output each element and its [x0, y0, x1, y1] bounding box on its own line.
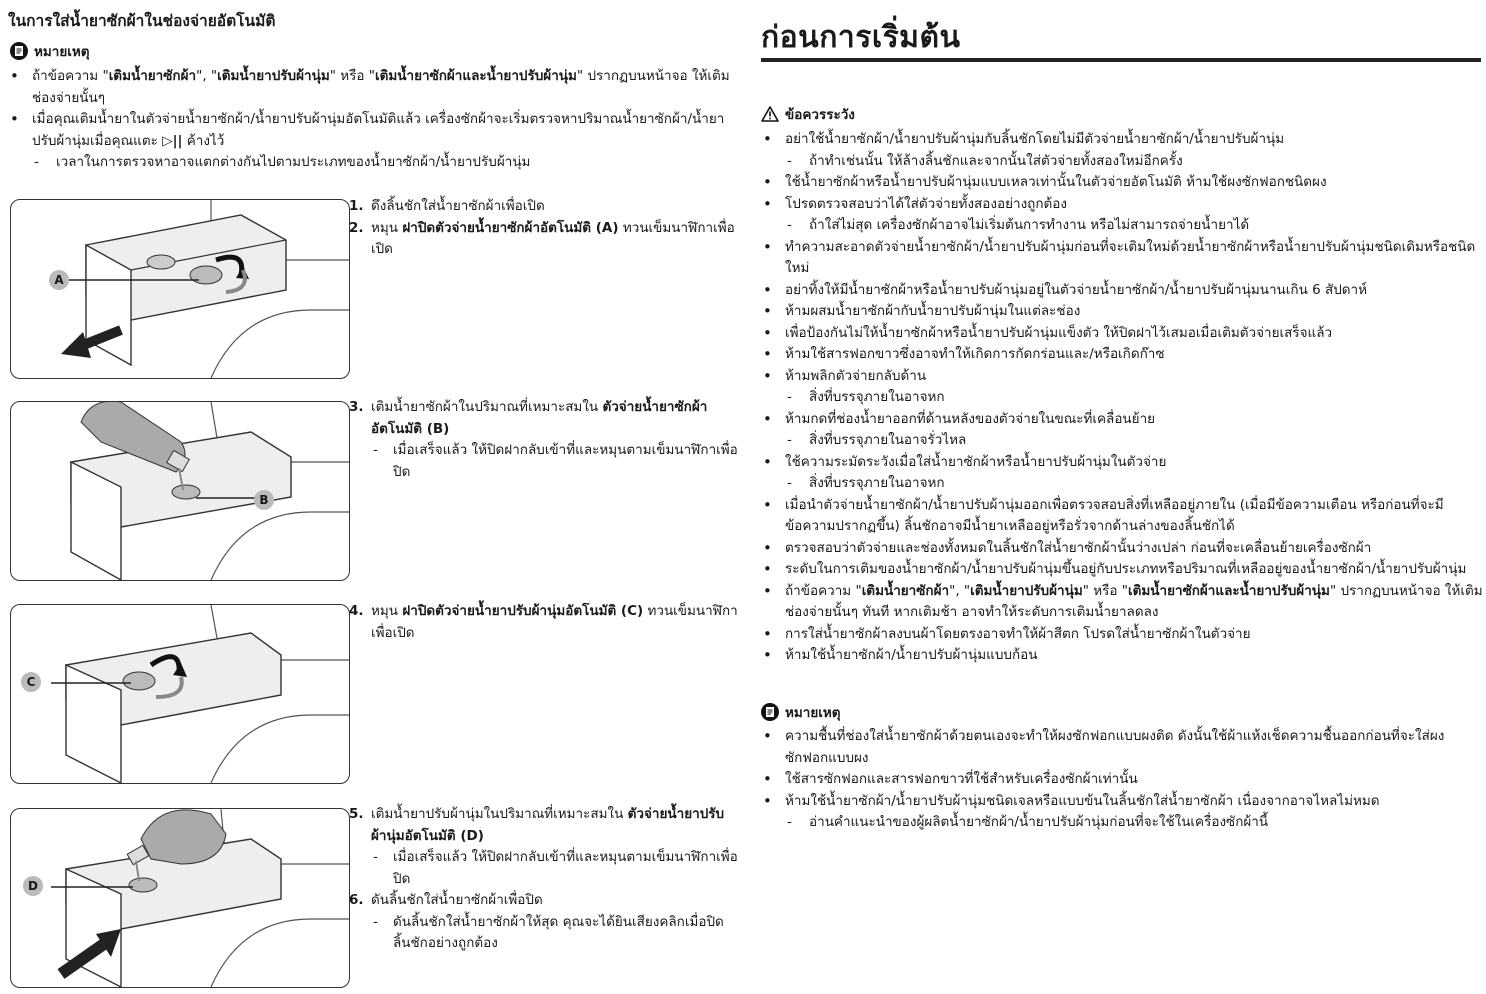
list-item: • ใช้น้ำยาซักผ้าหรือน้ำยาปรับผ้านุ่มแบบเหลวเท่านั้นในตัวจ่ายอัตโนมัติ ห้ามใช้ผงซักฟอกชนิดผง — [761, 172, 1483, 194]
figure-fill-detergent — [10, 401, 350, 581]
sub-item: - สิ่งที่บรรจุภายในอาจหก — [785, 387, 1483, 409]
text: ฝาปิดตัวจ่ายน้ำยาปรับผ้านุ่มอัตโนมัติ (C) — [402, 603, 644, 619]
label-c: C — [21, 672, 41, 692]
title-rule — [761, 58, 1481, 62]
list-item: • การใส่น้ำยาซักผ้าลงบนผ้าโดยตรงอาจทำให้ผ้าสีตก โปรดใส่น้ำยาซักผ้าในตัวจ่าย — [761, 624, 1483, 646]
sub-item: - สิ่งที่บรรจุภายในอาจหก — [785, 473, 1483, 495]
steps-1-2 — [349, 196, 739, 261]
text: เติมน้ำยาซักผ้า — [861, 582, 950, 599]
step-number: 4. — [349, 603, 364, 619]
note-icon — [761, 703, 779, 721]
figure-fill-softener — [10, 808, 350, 988]
step-6 — [349, 890, 739, 955]
note-icon — [10, 42, 28, 60]
section-title: ในการใส่น้ำยาซักผ้าในช่องจ่ายอัตโนมัติ — [8, 12, 276, 30]
sub-item: - ถ้าทำเช่นนั้น ให้ล้างลิ้นชักและจากนั้นใส่ตัวจ่ายทั้งสองใหม่อีกครั้ง — [785, 151, 1483, 173]
list-item: • ระดับในการเติมของน้ำยาซักผ้า/น้ำยาปรับผ้านุ่มขึ้นอยู่กับประเภทหรือปริมาณที่เหลืออยู่ของน้ำยาซักผ้า/น้ำยาปรับผ้านุ่ม — [761, 559, 1483, 581]
list-item: • ห้ามใช้น้ำยาซักผ้า/น้ำยาปรับผ้านุ่มแบบก้อน — [761, 645, 1483, 667]
warning-icon — [761, 106, 779, 122]
label-d: D — [23, 876, 43, 896]
text: หมุน — [371, 219, 403, 236]
list-item — [761, 452, 1483, 495]
list-item — [761, 409, 1483, 452]
caution-list — [761, 129, 1483, 667]
text: เมื่อคุณเติมน้ำยาในตัวจ่ายน้ำยาซักผ้า/น้ำยาปรับผ้านุ่มอัตโนมัติแล้ว เครื่องซักผ้าจะเริ่มตรวจหาปริมาณน้ำยาซักผ้า/น้ำยาปรับผ้านุ่มเมื่อคุณแตะ — [32, 111, 725, 149]
sub-item: - ดันลิ้นชักใส่น้ำยาซักผ้าให้สุด คุณจะได้ยินเสียงคลิกเมื่อปิดลิ้นชักอย่างถูกต้อง — [371, 912, 739, 955]
text: ห้ามพลิกตัวจ่ายกลับด้าน — [785, 367, 927, 384]
text: ทวนเข็มนาฬิกาเพื่อเปิด — [371, 219, 735, 257]
list-item — [761, 129, 1483, 172]
text: " ปรากฏบนหน้าจอ ให้เติมช่องจ่ายนั้นๆ ทันที หากเติมช้า อาจทำให้ระดับการเติมน้ำยาลดลง — [785, 582, 1483, 620]
text: ตัวจ่ายน้ำยาซักผ้าอัตโนมัติ (B) — [371, 399, 708, 437]
text: ใช้ความระมัดระวังเมื่อใส่น้ำยาซักผ้าหรือน้ำยาปรับผ้านุ่มในตัวจ่าย — [785, 453, 1167, 470]
sub-item: - ถ้าใส่ไม่สุด เครื่องซักผ้าอาจไม่เริ่มต้นการทำงาน หรือไม่สามารถจ่ายน้ำยาได้ — [785, 215, 1483, 237]
step-4 — [349, 601, 739, 644]
step-5 — [349, 804, 739, 890]
sub-item: - สิ่งที่บรรจุภายในอาจรั่วไหล — [785, 430, 1483, 452]
label-b: B — [254, 490, 274, 510]
list-item: • ห้ามผสมน้ำยาซักผ้ากับน้ำยาปรับผ้านุ่มในแต่ละช่อง — [761, 301, 1483, 323]
list-item — [761, 581, 1483, 624]
text: ", " — [949, 582, 971, 599]
text: เติมน้ำยาซักผ้าในปริมาณที่เหมาะสมใน — [371, 399, 603, 415]
right-note-list — [761, 726, 1483, 834]
text: เติมน้ำยาปรับผ้านุ่มในปริมาณที่เหมาะสมใน — [371, 806, 628, 822]
label-a: A — [49, 270, 69, 290]
step-number: 2. — [349, 219, 364, 236]
step-1 — [349, 196, 739, 218]
text: ถ้าข้อความ " — [32, 68, 109, 84]
note-label: หมายเหตุ — [34, 44, 90, 60]
sub-item: - เมื่อเสร็จแล้ว ให้ปิดฝากลับเข้าที่และหมุนตามเข็มนาฬิกาเพื่อปิด — [371, 847, 739, 890]
note-label: หมายเหตุ — [785, 705, 841, 721]
step-number: 5. — [349, 806, 364, 822]
text: เติมน้ำยาซักผ้าและน้ำยาปรับผ้านุ่ม — [1127, 582, 1330, 599]
step-number: 1. — [349, 198, 364, 214]
text: ห้ามกดที่ช่องน้ำยาออกที่ด้านหลังของตัวจ่ายในขณะที่เคลื่อนย้าย — [785, 410, 1156, 427]
list-item — [761, 366, 1483, 409]
list-item — [761, 791, 1483, 834]
drawer-illustration-b — [11, 402, 349, 580]
caution-label: ข้อควรระวัง — [785, 107, 855, 123]
text: เติมน้ำยาปรับผ้านุ่ม — [970, 582, 1083, 599]
text: โปรดตรวจสอบว่าได้ใส่ตัวจ่ายทั้งสองอย่างถูกต้อง — [785, 195, 1067, 212]
step-2 — [349, 218, 739, 261]
text: หมุน — [371, 603, 403, 619]
text: ทวนเข็มนาฬิกาเพื่อเปิด — [371, 603, 738, 641]
note-list — [8, 66, 736, 174]
play-pause-icon: ▷|| — [162, 132, 183, 149]
list-item: • ทำความสะอาดตัวจ่ายน้ำยาซักผ้า/น้ำยาปรับผ้านุ่มก่อนที่จะเติมใหม่ด้วยน้ำยาซักผ้าหรือน้ำยาปรับผ้านุ่มชนิดเดิมหรือชนิดใหม่ — [761, 237, 1483, 280]
text: " ปรากฏบนหน้าจอ ให้เติมช่องจ่ายนั้นๆ — [32, 68, 730, 106]
step-text: ดันลิ้นชักใส่น้ำยาซักผ้าเพื่อปิด — [371, 892, 543, 908]
sub-item: - เมื่อเสร็จแล้ว ให้ปิดฝากลับเข้าที่และหมุนตามเข็มนาฬิกาเพื่อปิด — [371, 440, 739, 483]
list-item: • เมื่อนำตัวจ่ายน้ำยาซักผ้า/น้ำยาปรับผ้านุ่มออกเพื่อตรวจสอบสิ่งที่เหลืออยู่ภายใน (เมื่อมีข้อความเตือน หรือก่อนที่จะมีข้อความปรากฏขึ้น) ลิ้นชักอาจมีน้ำยาเหลืออยู่หรือรั่วจากด้านล่างของลิ้นชักได้ — [761, 495, 1483, 538]
step-text: ดึงลิ้นชักใส่น้ำยาซักผ้าเพื่อเปิด — [371, 198, 545, 214]
list-item: • ความชื้นที่ช่องใส่น้ำยาซักผ้าด้วยตนเองจะทำให้ผงซักฟอกแบบผงติด ดังนั้นใช้ผ้าแห้งเช็ดความชื้นออกก่อนที่จะใส่ผงซักฟอกแบบผง — [761, 726, 1483, 769]
page-title: ก่อนการเริ่มต้น — [761, 20, 961, 55]
text: " หรือ " — [1082, 582, 1128, 599]
list-item — [761, 194, 1483, 237]
text: เติมน้ำยาซักผ้าและน้ำยาปรับผ้านุ่ม — [374, 68, 577, 84]
step-4-block — [349, 601, 739, 644]
note-heading — [10, 40, 90, 62]
step-number: 3. — [349, 399, 364, 415]
list-item: • ใช้สารซักฟอกและสารฟอกขาวที่ใช้สำหรับเครื่องซักผ้าเท่านั้น — [761, 769, 1483, 791]
text: เติมน้ำยาซักผ้า — [108, 68, 197, 84]
sub-item: - เวลาในการตรวจหาอาจแตกต่างกันไปตามประเภทของน้ำยาซักผ้า/น้ำยาปรับผ้านุ่ม — [32, 152, 736, 174]
text: ฝาปิดตัวจ่ายน้ำยาซักผ้าอัตโนมัติ (A) — [402, 219, 619, 236]
figure-drawer-open — [10, 199, 350, 379]
text: อย่าใช้น้ำยาซักผ้า/น้ำยาปรับผ้านุ่มกับลิ้นชักโดยไม่มีตัวจ่ายน้ำยาซักผ้า/น้ำยาปรับผ้านุ่ม — [785, 131, 1285, 147]
text: ตัวจ่ายน้ำยาปรับผ้านุ่มอัตโนมัติ (D) — [371, 806, 725, 844]
list-item: • อย่าทิ้งให้มีน้ำยาซักผ้าหรือน้ำยาปรับผ้านุ่มอยู่ในตัวจ่ายน้ำยาซักผ้า/น้ำยาปรับผ้านุ่มนานเกิน 6 สัปดาห์ — [761, 280, 1483, 302]
figure-softener-cap — [10, 604, 350, 784]
drawer-illustration-d — [11, 809, 349, 987]
text: เติมน้ำยาปรับผ้านุ่ม — [217, 68, 330, 84]
sub-item: - อ่านคำแนะนำของผู้ผลิตน้ำยาซักผ้า/น้ำยาปรับผ้านุ่มก่อนที่จะใช้ในเครื่องซักผ้านี้ — [785, 812, 1483, 834]
text: ", " — [196, 68, 218, 84]
text: ค้างไว้ — [182, 132, 225, 149]
list-item: • ห้ามใช้สารฟอกขาวซึ่งอาจทำให้เกิดการกัดกร่อนและ/หรือเกิดก๊าซ — [761, 344, 1483, 366]
text: ห้ามใช้น้ำยาซักผ้า/น้ำยาปรับผ้านุ่มชนิดเจลหรือแบบข้นในลิ้นชักใส่น้ำยาซักผ้า เนื่องจากอาจไหลไม่หมด — [785, 792, 1380, 809]
step-3 — [349, 397, 739, 483]
caution-heading — [761, 103, 855, 125]
text: " หรือ " — [329, 68, 375, 84]
list-item: • เพื่อป้องกันไม่ให้น้ำยาซักผ้าหรือน้ำยาปรับผ้านุ่มแข็งตัว ให้ปิดฝาไว้เสมอเมื่อเติมตัวจ่ายเสร็จแล้ว — [761, 323, 1483, 345]
drawer-illustration-c — [11, 605, 349, 783]
text: ถ้าข้อความ " — [785, 582, 862, 599]
list-item — [8, 66, 736, 109]
list-item: • ตรวจสอบว่าตัวจ่ายและช่องทั้งหมดในลิ้นชักใส่น้ำยาซักผ้านั้นว่างเปล่า ก่อนที่จะเคลื่อนย้ายเครื่องซักผ้า — [761, 538, 1483, 560]
right-note-heading — [761, 701, 841, 723]
steps-5-6 — [349, 804, 739, 955]
step-number: 6. — [349, 892, 364, 908]
list-item — [8, 109, 736, 174]
step-3-block — [349, 397, 739, 483]
